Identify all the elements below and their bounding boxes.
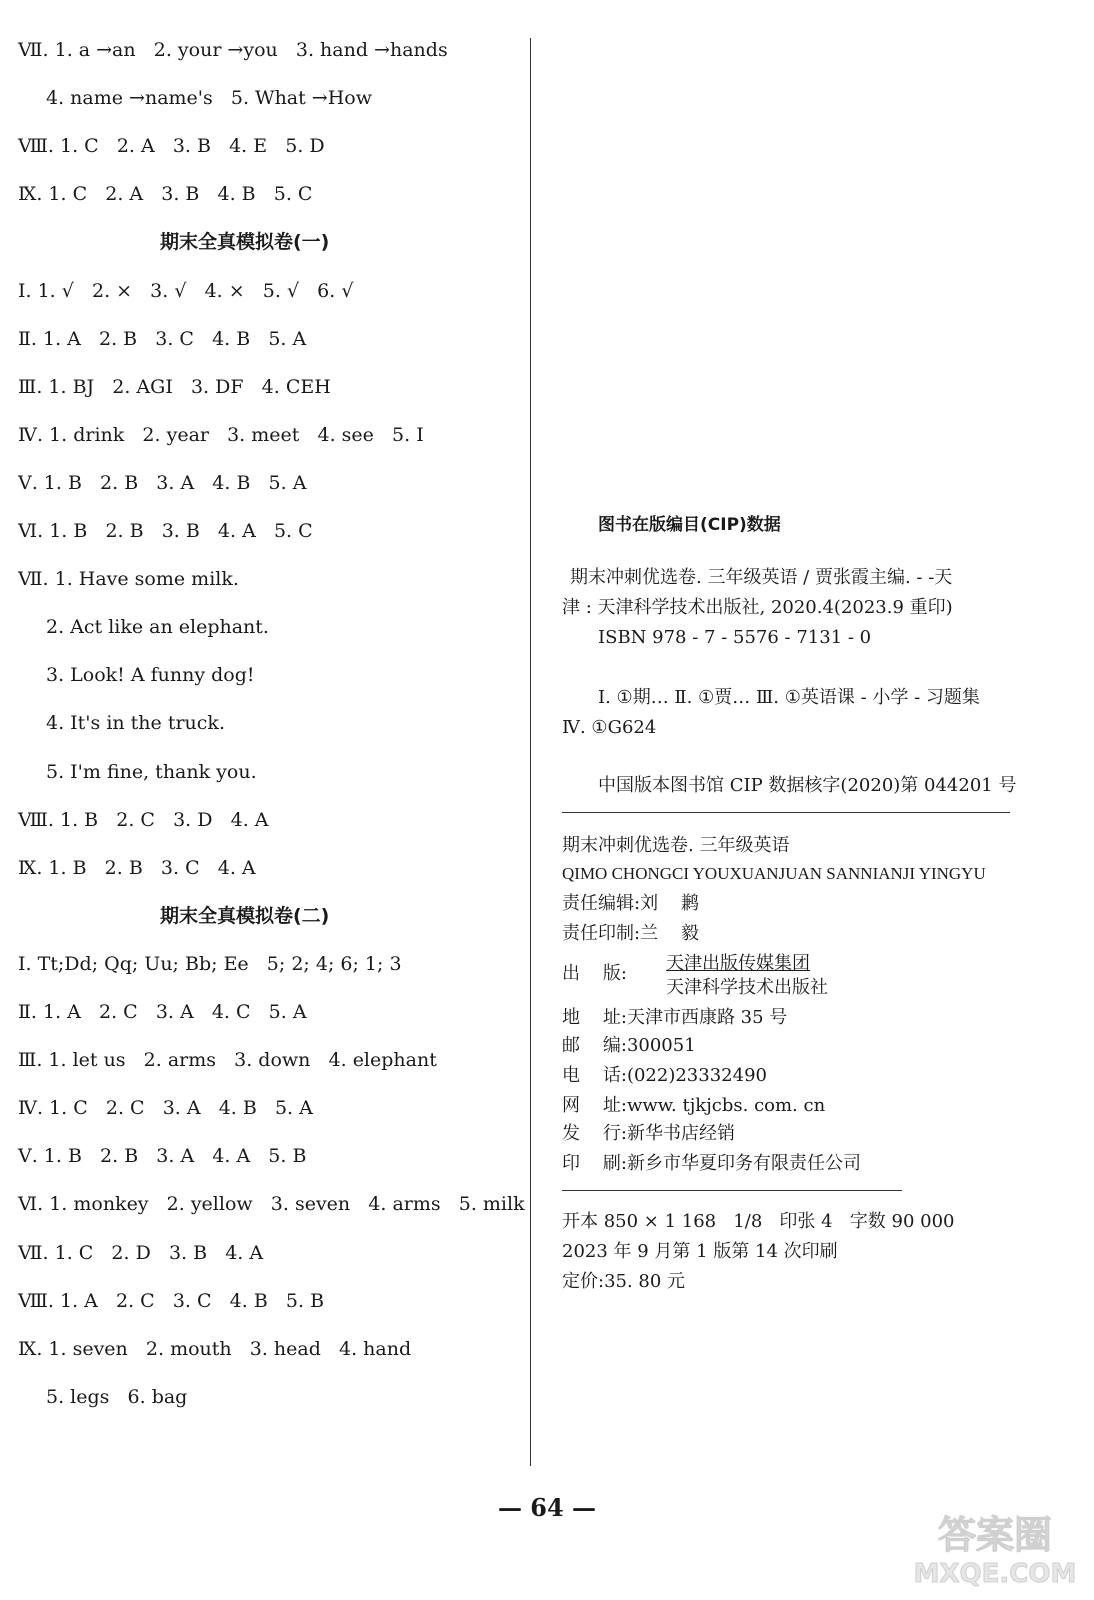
- answer-line: Ⅶ. 1. C 2. D 3. B 4. A: [18, 1241, 264, 1264]
- answer-line: Ⅶ. 1. Have some milk.: [18, 568, 239, 591]
- answer-line: Ⅷ. 1. A 2. C 3. C 4. B 5. B: [18, 1289, 325, 1312]
- answer-line: Ⅴ. 1. B 2. B 3. A 4. A 5. B: [18, 1145, 307, 1168]
- answer-line: 4. It's in the truck.: [46, 712, 225, 735]
- answer-line: Ⅵ. 1. B 2. B 3. B 4. A 5. C: [18, 520, 313, 542]
- answer-line: Ⅳ. 1. drink 2. year 3. meet 4. see 5. I: [18, 423, 424, 446]
- answer-line: Ⅰ. Tt;Dd; Qq; Uu; Bb; Ee 5; 2; 4; 6; 1; 3: [18, 952, 402, 975]
- answer-line: Ⅶ. 1. a →an 2. your →you 3. hand →hands: [18, 39, 448, 61]
- cip-isbn: ISBN 978 - 7 - 5576 - 7131 - 0: [598, 627, 872, 648]
- answer-line: Ⅳ. 1. C 2. C 3. A 4. B 5. A: [18, 1097, 313, 1120]
- print-manager: 责任印制:兰 毅: [562, 923, 699, 944]
- answer-line: Ⅸ. 1. C 2. A 3. B 4. B 5. C: [18, 183, 313, 206]
- book-title: 期末冲刺优选卷. 三年级英语: [562, 835, 790, 856]
- page-number: — 64 —: [497, 1493, 597, 1522]
- edition-info: 2023 年 9 月第 1 版第 14 次印刷: [562, 1241, 838, 1262]
- distributor: 发 行:新华书店经销: [562, 1123, 735, 1144]
- answer-line: Ⅸ. 1. seven 2. mouth 3. head 4. hand: [18, 1337, 412, 1360]
- postcode: 邮 编:300051: [562, 1035, 696, 1056]
- watermark-logo: [900, 1510, 1090, 1590]
- book-pinyin: QIMO CHONGCI YOUXUANJUAN SANNIANJI YINGYU: [562, 864, 986, 883]
- answer-line: 5. I'm fine, thank you.: [46, 760, 257, 783]
- section-heading: 期末全真模拟卷(二): [160, 904, 330, 927]
- editor: 责任编辑:刘 鹣: [562, 893, 699, 914]
- answer-line: Ⅷ. 1. B 2. C 3. D 4. A: [18, 808, 269, 831]
- cip-heading: 图书在版编目(CIP)数据: [598, 515, 781, 535]
- section-heading: 期末全真模拟卷(一): [160, 231, 330, 254]
- phone: 电 话:(022)23332490: [562, 1065, 767, 1086]
- format-info: 开本 850 × 1 168 1/8 印张 4 字数 90 000: [562, 1211, 955, 1232]
- printer: 印 刷:新乡市华夏印务有限责任公司: [562, 1153, 861, 1174]
- colophon-column: [540, 0, 1094, 1480]
- answer-line: Ⅰ. 1. √ 2. × 3. √ 4. × 5. √ 6. √: [18, 279, 354, 302]
- answer-line: 5. legs 6. bag: [46, 1385, 188, 1408]
- answer-line: Ⅵ. 1. monkey 2. yellow 3. seven 4. arms 5. milk: [18, 1193, 525, 1216]
- answer-line: 3. Look! A funny dog!: [46, 664, 255, 687]
- answer-line: Ⅷ. 1. C 2. A 3. B 4. E 5. D: [18, 135, 325, 158]
- address: 地 址:天津市西康路 35 号: [562, 1007, 788, 1028]
- column-divider: [530, 38, 531, 1466]
- cip-line: Ⅳ. ①G624: [562, 717, 657, 738]
- cip-line: 期末冲刺优选卷. 三年级英语 / 贾张霞主编. - -天: [570, 567, 953, 588]
- watermark-bottom: MXQE.COM: [913, 1559, 1077, 1589]
- answer-column: [0, 0, 530, 1480]
- publisher-house: 天津科学技术出版社: [666, 977, 828, 998]
- price: 定价:35. 80 元: [562, 1271, 686, 1292]
- answer-line: Ⅴ. 1. B 2. B 3. A 4. B 5. A: [18, 471, 307, 494]
- watermark-top: 答案圈: [937, 1513, 1053, 1557]
- cip-line: 津 : 天津科学技术出版社, 2020.4(2023.9 重印): [562, 597, 953, 618]
- answer-line: Ⅲ. 1. BJ 2. AGI 3. DF 4. CEH: [18, 375, 331, 398]
- cip-number: 中国版本图书馆 CIP 数据核字(2020)第 044201 号: [598, 775, 1017, 796]
- answer-line: Ⅸ. 1. B 2. B 3. C 4. A: [18, 856, 256, 879]
- rule: [562, 812, 1010, 813]
- publisher-label: 出 版:: [562, 963, 627, 984]
- answer-line: 4. name →name's 5. What →How: [46, 87, 372, 110]
- cip-line: Ⅰ. ①期… Ⅱ. ①贾… Ⅲ. ①英语课 - 小学 - 习题集: [598, 687, 980, 708]
- website: 网 址:www. tjkjcbs. com. cn: [562, 1095, 826, 1116]
- answer-line: 2. Act like an elephant.: [46, 616, 269, 639]
- rule: [562, 1190, 902, 1191]
- answer-line: Ⅱ. 1. A 2. C 3. A 4. C 5. A: [18, 1001, 307, 1023]
- answer-line: Ⅱ. 1. A 2. B 3. C 4. B 5. A: [18, 327, 307, 350]
- publisher-group: 天津出版传媒集团: [666, 953, 810, 974]
- answer-line: Ⅲ. 1. let us 2. arms 3. down 4. elephant: [18, 1049, 437, 1072]
